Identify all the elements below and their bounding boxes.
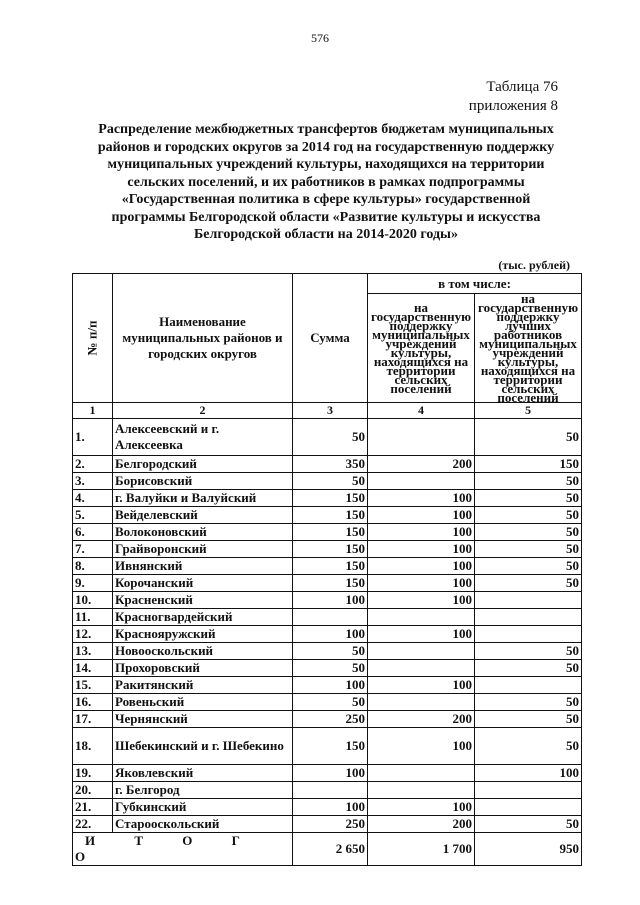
row-sum: 50	[293, 419, 368, 456]
row-col5: 50	[475, 694, 582, 711]
row-num: 22.	[73, 816, 113, 833]
row-name: Старооскольский	[113, 816, 293, 833]
row-col4: 100	[368, 626, 475, 643]
row-col4: 200	[368, 711, 475, 728]
row-num: 4.	[73, 490, 113, 507]
row-col4: 200	[368, 816, 475, 833]
header-name: Наименование муниципальных районов и городских округов	[113, 274, 293, 403]
row-name: Волоконовский	[113, 524, 293, 541]
table-label	[469, 78, 558, 116]
row-num: 13.	[73, 643, 113, 660]
row-col5: 50	[475, 558, 582, 575]
header-col5: на государственную поддержку лучших работников муниципальных учреждений культуры, находящихся на территории сельских поселений	[475, 294, 582, 403]
row-num: 21.	[73, 799, 113, 816]
row-col4	[368, 660, 475, 677]
total-label-text: И Т О Г О	[75, 833, 258, 864]
table-row	[73, 490, 582, 507]
header-col4: на государственную поддержку муниципальных учреждений культуры, находящихся на территории сельских поселений	[368, 294, 475, 403]
row-sum	[293, 782, 368, 799]
table-row	[73, 507, 582, 524]
table-row	[73, 558, 582, 575]
row-name: Красненский	[113, 592, 293, 609]
col-number: 2	[113, 403, 293, 419]
row-col4	[368, 782, 475, 799]
col-number: 1	[73, 403, 113, 419]
row-sum: 150	[293, 575, 368, 592]
row-num: 12.	[73, 626, 113, 643]
table-row	[73, 473, 582, 490]
row-sum: 250	[293, 711, 368, 728]
row-sum: 50	[293, 694, 368, 711]
row-num: 16.	[73, 694, 113, 711]
allocation-table	[72, 273, 582, 866]
row-sum: 50	[293, 473, 368, 490]
col-number: 3	[293, 403, 368, 419]
row-num: 6.	[73, 524, 113, 541]
total-row	[73, 833, 582, 866]
table-row	[73, 575, 582, 592]
row-col4	[368, 765, 475, 782]
row-num: 17.	[73, 711, 113, 728]
table-row	[73, 677, 582, 694]
row-col5: 50	[475, 660, 582, 677]
row-sum: 100	[293, 592, 368, 609]
row-sum: 50	[293, 643, 368, 660]
table-row	[73, 456, 582, 473]
row-num: 14.	[73, 660, 113, 677]
row-col4: 100	[368, 558, 475, 575]
row-num: 11.	[73, 609, 113, 626]
row-name: г. Белгород	[113, 782, 293, 799]
row-name: Красногвардейский	[113, 609, 293, 626]
table-row	[73, 728, 582, 765]
total-sum: 2 650	[293, 833, 368, 866]
row-name: Ровеньский	[113, 694, 293, 711]
row-col4: 100	[368, 677, 475, 694]
row-name: Алексеевский и г. Алексеевка	[113, 419, 293, 456]
document-title: Распределение межбюджетных трансфертов бюджетам муниципальных районов и городских округов за 2014 год на государственную поддержку муниципальных учреждений культуры, находящихся на территории сельских поселений, и их работников в рамках подпрограммы «Государственная политика в сфере культуры» государственной программы Белгородской области «Развитие культуры и искусства Белгородской области на 2014-2020 годы»	[97, 122, 555, 242]
row-col5	[475, 799, 582, 816]
total-col5: 950	[475, 833, 582, 866]
row-col4: 100	[368, 575, 475, 592]
row-sum: 150	[293, 541, 368, 558]
row-col4	[368, 643, 475, 660]
header-including: в том числе:	[368, 274, 582, 294]
table-row	[73, 816, 582, 833]
row-col4: 100	[368, 799, 475, 816]
row-sum: 150	[293, 728, 368, 765]
row-name: Ракитянский	[113, 677, 293, 694]
row-sum: 100	[293, 765, 368, 782]
row-col5: 50	[475, 711, 582, 728]
row-col5	[475, 626, 582, 643]
row-col5: 50	[475, 643, 582, 660]
row-num: 8.	[73, 558, 113, 575]
table-row	[73, 643, 582, 660]
page-number: 576	[311, 31, 329, 45]
row-col5: 50	[475, 419, 582, 456]
row-sum: 150	[293, 507, 368, 524]
row-sum: 350	[293, 456, 368, 473]
row-name: Новооскольский	[113, 643, 293, 660]
row-num: 10.	[73, 592, 113, 609]
row-col4	[368, 609, 475, 626]
row-name: Губкинский	[113, 799, 293, 816]
table-row	[73, 660, 582, 677]
row-name: г. Валуйки и Валуйский	[113, 490, 293, 507]
row-col4: 100	[368, 592, 475, 609]
row-name: Грайворонский	[113, 541, 293, 558]
row-num: 7.	[73, 541, 113, 558]
row-sum: 50	[293, 660, 368, 677]
table-row	[73, 765, 582, 782]
row-name: Вейделевский	[113, 507, 293, 524]
table-label-line1: Таблица 76	[486, 79, 558, 95]
table-row	[73, 782, 582, 799]
header-num-label: № п/п	[84, 320, 100, 356]
row-name: Чернянский	[113, 711, 293, 728]
header-sum: Сумма	[293, 274, 368, 403]
row-col4	[368, 473, 475, 490]
row-name: Шебекинский и г. Шебекино	[113, 728, 293, 765]
col-number: 5	[475, 403, 582, 419]
row-col4	[368, 694, 475, 711]
row-col5: 50	[475, 524, 582, 541]
row-col4: 100	[368, 541, 475, 558]
row-col5: 100	[475, 765, 582, 782]
row-num: 2.	[73, 456, 113, 473]
col-number: 4	[368, 403, 475, 419]
table-row	[73, 609, 582, 626]
row-num: 15.	[73, 677, 113, 694]
row-col4: 100	[368, 728, 475, 765]
table-label-line2: приложения 8	[468, 98, 558, 114]
row-col5: 50	[475, 541, 582, 558]
table-row	[73, 694, 582, 711]
row-sum: 150	[293, 490, 368, 507]
row-num: 3.	[73, 473, 113, 490]
row-num: 19.	[73, 765, 113, 782]
row-sum: 250	[293, 816, 368, 833]
row-name: Яковлевский	[113, 765, 293, 782]
table-row	[73, 541, 582, 558]
row-col4: 100	[368, 524, 475, 541]
row-col5: 50	[475, 473, 582, 490]
row-sum: 100	[293, 677, 368, 694]
row-sum: 150	[293, 524, 368, 541]
row-col5	[475, 592, 582, 609]
table-row	[73, 524, 582, 541]
row-col4: 100	[368, 507, 475, 524]
row-col5	[475, 609, 582, 626]
row-name: Белгородский	[113, 456, 293, 473]
row-num: 18.	[73, 728, 113, 765]
row-num: 9.	[73, 575, 113, 592]
row-num: 1.	[73, 419, 113, 456]
table-row	[73, 626, 582, 643]
row-sum: 150	[293, 558, 368, 575]
units-label: (тыс. рублей)	[498, 258, 570, 272]
row-col4: 200	[368, 456, 475, 473]
total-label	[73, 833, 293, 866]
row-col5: 50	[475, 507, 582, 524]
row-col5	[475, 782, 582, 799]
row-sum: 100	[293, 799, 368, 816]
row-col4	[368, 419, 475, 456]
row-name: Корочанский	[113, 575, 293, 592]
row-col5: 50	[475, 728, 582, 765]
total-col4: 1 700	[368, 833, 475, 866]
row-num: 20.	[73, 782, 113, 799]
row-sum: 100	[293, 626, 368, 643]
table-row	[73, 711, 582, 728]
row-col5	[475, 677, 582, 694]
table-row	[73, 592, 582, 609]
row-num: 5.	[73, 507, 113, 524]
row-col5: 50	[475, 816, 582, 833]
row-sum	[293, 609, 368, 626]
row-name: Борисовский	[113, 473, 293, 490]
row-name: Краснояружский	[113, 626, 293, 643]
row-name: Прохоровский	[113, 660, 293, 677]
table-row	[73, 419, 582, 456]
row-col4: 100	[368, 490, 475, 507]
row-col5: 50	[475, 575, 582, 592]
row-name: Ивнянский	[113, 558, 293, 575]
row-col5: 150	[475, 456, 582, 473]
header-num	[73, 274, 113, 403]
row-col5: 50	[475, 490, 582, 507]
table-row	[73, 799, 582, 816]
